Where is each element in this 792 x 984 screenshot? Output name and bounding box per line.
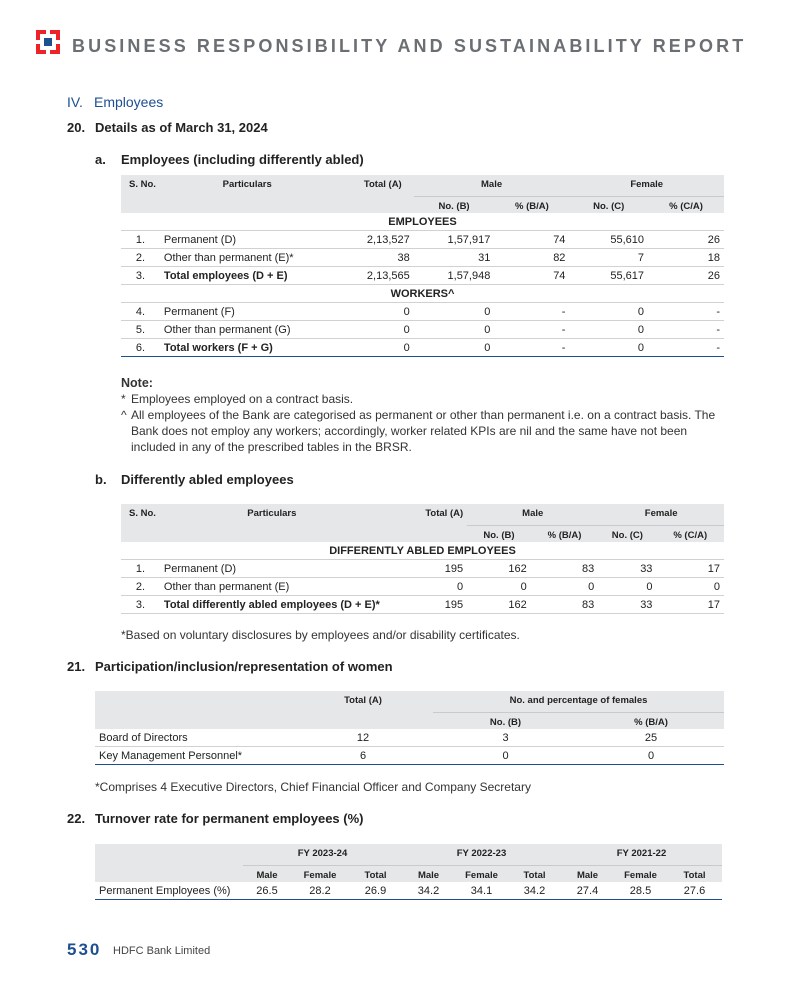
table-row [121,578,724,596]
cell-no-b: 0 [467,578,531,596]
table-row [121,303,724,321]
cell-no-b: 1,57,948 [414,267,495,285]
cell-no-b: 162 [467,596,531,614]
table-row [95,747,724,765]
cell-sno: 1. [121,560,160,578]
cell-value: 27.4 [561,882,614,900]
cell-pct-c: 26 [648,267,724,285]
cell-total: 12 [293,729,433,747]
note-1-text: Employees employed on a contract basis. [131,392,354,406]
cell-pct-b: 83 [531,596,599,614]
cell-no-b: 0 [433,747,578,765]
col-no-b: No. (B) [467,526,531,543]
table-row [121,560,724,578]
col-pct-b: % (B/A) [578,713,724,730]
cell-no-b: 0 [414,339,495,357]
section-number: IV. [67,94,83,110]
cell-pct-b: - [494,339,569,357]
cell-no-c: 33 [598,560,656,578]
cell-particulars: Total workers (F + G) [160,339,335,357]
q20b-footnote: *Based on voluntary disclosures by employees and/or disability certificates. [121,628,520,642]
cell-value: 34.2 [508,882,561,900]
col-female: Female [291,866,349,883]
col-particulars: Particulars [160,504,384,542]
cell-value: 26.9 [349,882,402,900]
cell-total: 0 [334,339,413,357]
cell-particulars: Permanent (F) [160,303,335,321]
col-male: Male [467,504,598,526]
cell-total: 6 [293,747,433,765]
cell-pct-c: 18 [648,249,724,267]
cell-label: Permanent Employees (%) [95,882,243,900]
table-row [95,729,724,747]
q20a-heading [95,152,364,167]
cell-pct-b: 74 [494,267,569,285]
cell-value: 28.5 [614,882,667,900]
col-pct-c: % (C/A) [656,526,724,543]
cell-value: 26.5 [243,882,291,900]
col-blank [95,844,243,882]
col-female: Female [455,866,508,883]
cell-pct-c: 17 [656,560,724,578]
cell-no-c: 0 [569,339,648,357]
cell-particulars: Other than permanent (E)* [160,249,335,267]
note-1-mark: * [121,392,126,406]
col-total: Total [667,866,722,883]
table-row [121,339,724,357]
col-sno: S. No. [121,504,160,542]
q20-title: Details as of March 31, 2024 [95,120,268,135]
table-row [95,882,722,900]
col-no-b: No. (B) [433,713,578,730]
col-female: Female [569,175,724,197]
cell-no-c: 0 [569,303,648,321]
cell-no-c: 33 [598,596,656,614]
cell-no-c: 0 [598,578,656,596]
cell-pct-b: 82 [494,249,569,267]
cell-particulars: Other than permanent (G) [160,321,335,339]
note-2-mark: ^ [121,408,127,422]
cell-pct-c: 26 [648,231,724,249]
cell-no-c: 7 [569,249,648,267]
cell-sno: 2. [121,578,160,596]
q20a-title: Employees (including differently abled) [121,152,364,167]
band-workers: WORKERS^ [121,285,724,303]
col-fy-2023-24: FY 2023-24 [243,844,402,866]
cell-sno: 5. [121,321,160,339]
cell-pct-b: - [494,321,569,339]
col-female: Female [614,866,667,883]
q22-heading [67,811,364,826]
cell-particulars: Permanent (D) [160,560,384,578]
note-1 [121,391,731,407]
col-females-group: No. and percentage of females [433,691,724,713]
q21-number: 21. [67,659,86,674]
cell-pct-b: 83 [531,560,599,578]
table-row [121,249,724,267]
cell-pct-c: - [648,321,724,339]
cell-total: 0 [334,303,413,321]
cell-no-c: 55,610 [569,231,648,249]
col-total: Total [508,866,561,883]
q21-footnote: *Comprises 4 Executive Directors, Chief Financial Officer and Company Secretary [95,780,531,794]
q20-heading [67,120,268,135]
cell-pct-b: 74 [494,231,569,249]
col-no-c: No. (C) [598,526,656,543]
cell-particulars: Other than permanent (E) [160,578,384,596]
cell-total: 2,13,527 [334,231,413,249]
q20-number: 20. [67,120,86,135]
col-pct-c: % (C/A) [648,197,724,214]
cell-particulars: Permanent (D) [160,231,335,249]
col-total: Total (A) [334,175,413,213]
q20b-letter: b. [95,472,107,487]
col-pct-b: % (B/A) [494,197,569,214]
hdfc-logo-icon [36,30,60,54]
turnover-table [95,844,722,900]
cell-particulars: Total employees (D + E) [160,267,335,285]
cell-no-c: 55,617 [569,267,648,285]
col-female: Female [598,504,724,526]
col-total: Total (A) [384,504,467,542]
q21-heading [67,659,393,674]
table-row [121,231,724,249]
col-total: Total (A) [293,691,433,729]
cell-sno: 2. [121,249,160,267]
cell-sno: 1. [121,231,160,249]
note-2-text: All employees of the Bank are categorised as permanent or other than permanent i.e. on a contract basis. The Bank does not employ any workers; accordingly, worker related KPIs are nil and the same have not been included in any of the prescribed tables in the BRSR. [131,408,716,454]
cell-no-b: 31 [414,249,495,267]
cell-total: 2,13,565 [334,267,413,285]
col-blank [95,691,293,729]
cell-pct-c: 0 [656,578,724,596]
table-row [121,596,724,614]
cell-pct-b: 0 [531,578,599,596]
cell-value: 34.1 [455,882,508,900]
cell-pct-b: 0 [578,747,724,765]
cell-value: 28.2 [291,882,349,900]
cell-total: 38 [334,249,413,267]
col-no-c: No. (C) [569,197,648,214]
cell-sno: 3. [121,596,160,614]
cell-total: 195 [384,560,467,578]
section-title-text: Employees [94,94,164,110]
col-fy-2022-23: FY 2022-23 [402,844,561,866]
col-no-b: No. (B) [414,197,495,214]
col-sno: S. No. [121,175,160,213]
company-name: HDFC Bank Limited [113,945,211,957]
note-2 [121,407,727,455]
q22-number: 22. [67,811,86,826]
cell-no-b: 3 [433,729,578,747]
page-number: 530 [67,940,102,959]
col-male: Male [561,866,614,883]
q21-title: Participation/inclusion/representation of women [95,659,393,674]
cell-no-b: 162 [467,560,531,578]
q22-title: Turnover rate for permanent employees (%) [95,811,364,826]
cell-no-b: 0 [414,321,495,339]
report-title: BUSINESS RESPONSIBILITY AND SUSTAINABILITY REPORT [72,36,747,56]
differently-abled-table [121,504,724,614]
cell-no-c: 0 [569,321,648,339]
col-particulars: Particulars [160,175,335,213]
women-representation-table [95,691,724,765]
cell-pct-c: - [648,339,724,357]
col-fy-2021-22: FY 2021-22 [561,844,722,866]
cell-sno: 4. [121,303,160,321]
table-row [121,321,724,339]
cell-pct-c: - [648,303,724,321]
col-male: Male [243,866,291,883]
cell-label: Board of Directors [95,729,293,747]
cell-value: 27.6 [667,882,722,900]
band-differently-abled: DIFFERENTLY ABLED EMPLOYEES [121,542,724,560]
section-title [67,94,163,110]
cell-total: 0 [334,321,413,339]
col-male: Male [402,866,455,883]
cell-particulars: Total differently abled employees (D + E)* [160,596,384,614]
cell-value: 34.2 [402,882,455,900]
band-employees: EMPLOYEES [121,213,724,231]
cell-sno: 3. [121,267,160,285]
cell-total: 0 [384,578,467,596]
cell-pct-b: 25 [578,729,724,747]
note-title: Note: [121,376,153,390]
cell-total: 195 [384,596,467,614]
cell-sno: 6. [121,339,160,357]
q20b-title: Differently abled employees [121,472,294,487]
q20b-heading [95,472,294,487]
cell-no-b: 0 [414,303,495,321]
cell-label: Key Management Personnel* [95,747,293,765]
cell-pct-b: - [494,303,569,321]
cell-no-b: 1,57,917 [414,231,495,249]
col-total: Total [349,866,402,883]
employees-table [121,175,724,357]
col-pct-b: % (B/A) [531,526,599,543]
q20a-letter: a. [95,152,106,167]
cell-pct-c: 17 [656,596,724,614]
table-row [121,267,724,285]
col-male: Male [414,175,570,197]
